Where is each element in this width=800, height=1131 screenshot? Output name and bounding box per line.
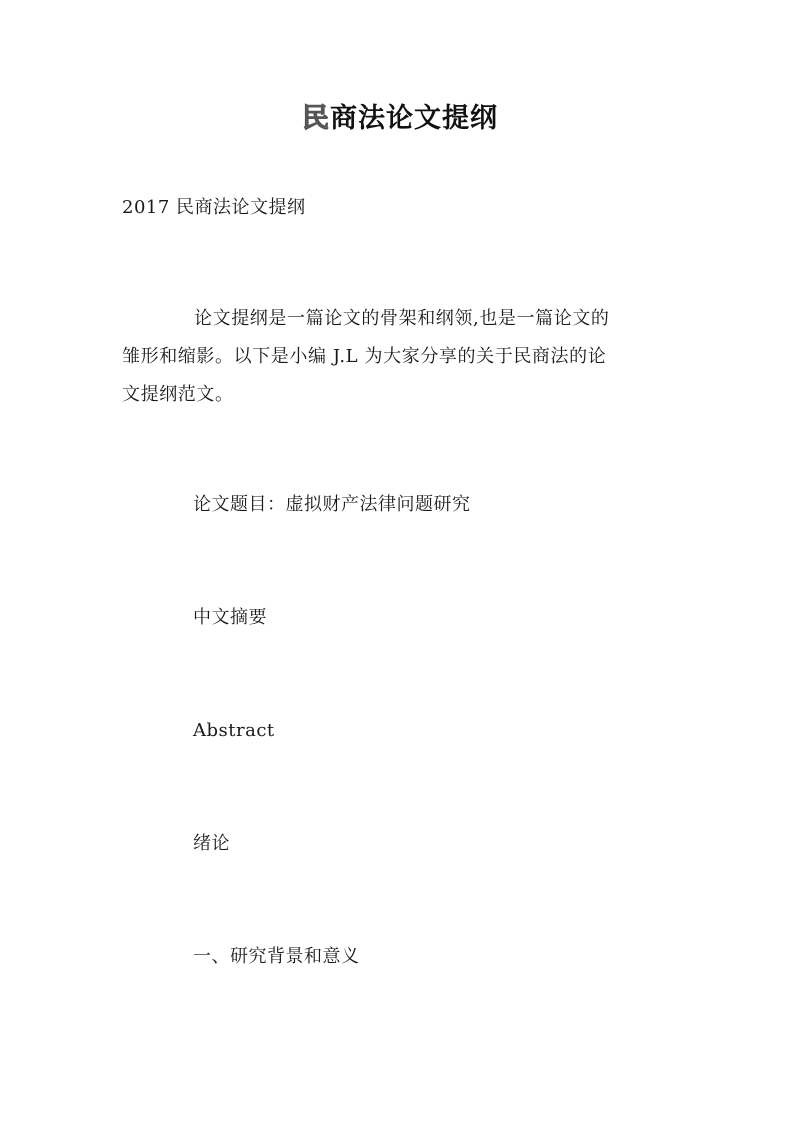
title-first-char: 民 <box>302 103 330 134</box>
intro-line: 雏形和缩影。以下是小编 J.L 为大家分享的关于民商法的论 <box>122 346 607 367</box>
document-title <box>0 96 800 135</box>
outline-item-section-one: 一、研究背景和意义 <box>193 946 360 967</box>
outline-item-abstract: Abstract <box>193 720 275 741</box>
outline-item-chinese-abstract: 中文摘要 <box>193 607 267 628</box>
outline-item-introduction: 绪论 <box>193 833 230 854</box>
document-subtitle: 2017 民商法论文提纲 <box>122 197 306 218</box>
intro-line: 文提纲范文。 <box>122 384 234 405</box>
title-rest: 商法论文提纲 <box>330 103 498 134</box>
intro-line: 论文提纲是一篇论文的骨架和纲领,也是一篇论文的 <box>194 308 610 329</box>
outline-item-thesis-title: 论文题目：虚拟财产法律问题研究 <box>193 494 471 515</box>
intro-paragraph <box>122 300 682 414</box>
